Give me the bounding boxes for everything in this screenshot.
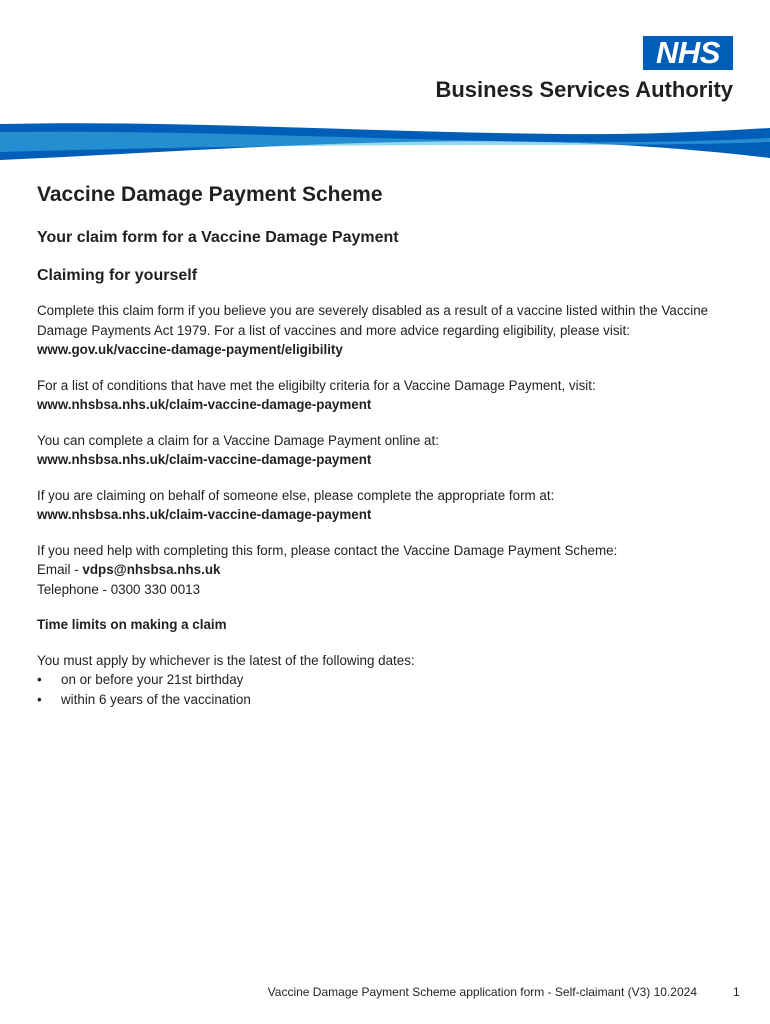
time-limits-intro: You must apply by whichever is the latest of the following dates: xyxy=(37,652,415,668)
email-label: Email - xyxy=(37,562,83,577)
page-number: 1 xyxy=(733,985,740,999)
time-limits-list xyxy=(37,670,737,709)
list-item-text: within 6 years of the vaccination xyxy=(61,691,251,707)
eligibility-link[interactable]: www.gov.uk/vaccine-damage-payment/eligibility xyxy=(37,342,343,357)
telephone-text: Telephone - 0300 330 0013 xyxy=(37,581,201,597)
page-title: Vaccine Damage Payment Scheme xyxy=(37,183,383,206)
behalf-text: If you are claiming on behalf of someone else, please complete the appropriate form at: xyxy=(37,487,555,503)
help-paragraph xyxy=(37,541,737,600)
organisation-name: Business Services Authority xyxy=(435,77,733,102)
behalf-paragraph xyxy=(37,486,737,525)
online-claim-paragraph xyxy=(37,431,737,470)
bullet-icon: • xyxy=(37,672,42,687)
main-content xyxy=(37,181,737,709)
conditions-paragraph xyxy=(37,376,737,415)
list-item-text: on or before your 21st birthday xyxy=(61,672,244,687)
list-item xyxy=(37,670,737,690)
behalf-link[interactable]: www.nhsbsa.nhs.uk/claim-vaccine-damage-payment xyxy=(37,507,372,522)
conditions-link[interactable]: www.nhsbsa.nhs.uk/claim-vaccine-damage-payment xyxy=(37,397,372,412)
list-item xyxy=(37,690,737,710)
online-claim-text: You can complete a claim for a Vaccine Damage Payment online at: xyxy=(37,432,439,448)
email-link[interactable]: vdps@nhsbsa.nhs.uk xyxy=(82,562,221,577)
intro-paragraph xyxy=(37,301,737,360)
nhs-logo: NHS xyxy=(643,36,733,70)
bullet-icon: • xyxy=(37,691,42,707)
conditions-text: For a list of conditions that have met the eligibilty criteria for a Vaccine Damage Payment, visit: xyxy=(37,377,596,393)
intro-text: Complete this claim form if you believe you are severely disabled as a result of a vaccine listed within the Vaccine Damage Payments Act 1979. For a list of vaccines and more advice regarding eligibility, please visit: xyxy=(37,303,709,338)
form-subtitle: Your claim form for a Vaccine Damage Payment xyxy=(37,229,399,246)
time-limits-heading: Time limits on making a claim xyxy=(37,617,227,632)
online-claim-link[interactable]: www.nhsbsa.nhs.uk/claim-vaccine-damage-payment xyxy=(37,452,372,467)
help-text: If you need help with completing this form, please contact the Vaccine Damage Payment Scheme: xyxy=(37,542,618,558)
section-title: Claiming for yourself xyxy=(37,267,198,284)
footer-form-reference: Vaccine Damage Payment Scheme application form - Self-claimant (V3) 10.2024 xyxy=(267,985,697,999)
header-swoosh-banner xyxy=(0,118,770,168)
